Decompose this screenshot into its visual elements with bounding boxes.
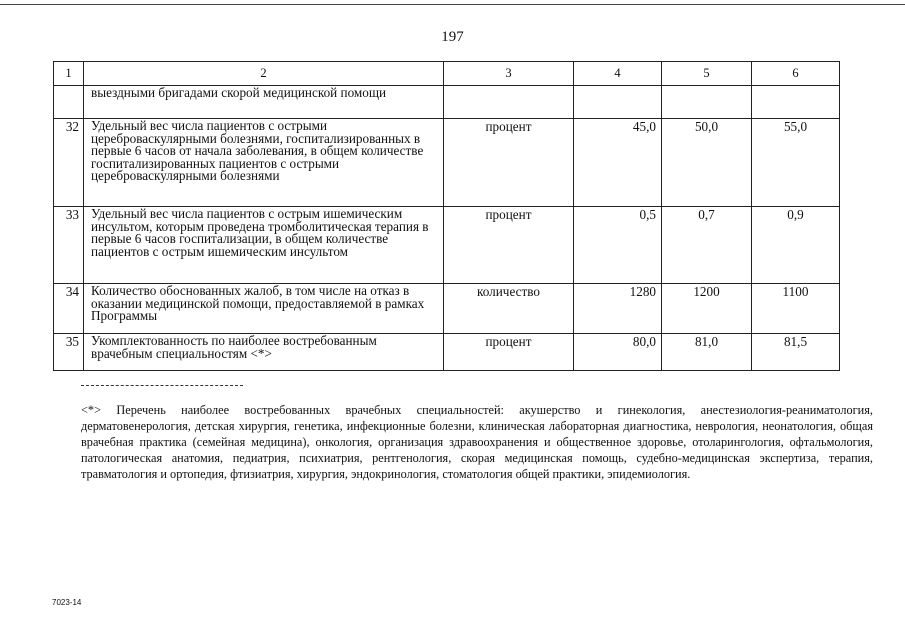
table-header-row [54,62,840,86]
header-cell: 1 [54,62,84,86]
value-col5: 50,0 [662,119,752,207]
value-col4: 45,0 [574,119,662,207]
value-col6: 55,0 [752,119,840,207]
table-row [54,207,840,284]
header-cell: 2 [84,62,444,86]
header-cell: 3 [444,62,574,86]
value-col4: 80,0 [574,334,662,371]
value-col5: 81,0 [662,334,752,371]
footnote [81,402,873,482]
unit-cell: процент [444,334,574,371]
row-number: 34 [54,284,84,334]
value-col6 [752,86,840,119]
table-row [54,86,840,119]
footnote-marker: <*> [81,403,102,417]
value-col6: 0,9 [752,207,840,284]
top-rule [0,4,905,5]
indicators-table [53,61,840,371]
indicator-name: Удельный вес числа пациентов с острыми цереброваскулярными болезнями, госпитализированных в первые 6 часов от начала заболевания, в общем количестве госпитализированных пациентов с острыми цереброваскулярными болезнями [84,119,444,207]
header-cell: 4 [574,62,662,86]
value-col6: 1100 [752,284,840,334]
header-cell: 5 [662,62,752,86]
value-col4: 0,5 [574,207,662,284]
indicator-name: Количество обоснованных жалоб, в том числе на отказ в оказании медицинской помощи, предоставляемой в рамках Программы [84,284,444,334]
footnote-text: Перечень наиболее востребованных врачебных специальностей: акушерство и гинекология, анестезиология-реаниматология, дерматовенерология, детская хирургия, генетика, инфекционные болезни, клиническая лабораторная диагностика, неврология, неонатология, общая врачебная практика (семейная медицина), онкология, организация здравоохранения и общественное здоровье, отоларингология, офтальмология, патологическая анатомия, педиатрия, психиатрия, рентгенология, скорая медицинская помощь, судебно-медицинская экспертиза, терапия, травматология и ортопедия, фтизиатрия, хирургия, эндокринология, стоматология общей практики, эпидемиология. [81,403,873,481]
unit-cell: процент [444,207,574,284]
indicator-name: выездными бригадами скорой медицинской помощи [84,86,444,119]
table-row [54,334,840,371]
indicator-name: Укомплектованность по наиболее востребованным врачебным специальностям <*> [84,334,444,371]
row-number: 33 [54,207,84,284]
unit-cell: процент [444,119,574,207]
value-col5 [662,86,752,119]
page-number: 197 [441,29,464,45]
table-row [54,119,840,207]
row-number: 32 [54,119,84,207]
header-cell: 6 [752,62,840,86]
row-number [54,86,84,119]
unit-cell [444,86,574,119]
value-col5: 0,7 [662,207,752,284]
indicator-name: Удельный вес числа пациентов с острым ишемическим инсультом, которым проведена тромболитическая терапия в первые 6 часов госпитализации, в общем количестве пациентов с острым ишемическим инсультом [84,207,444,284]
table-row [54,284,840,334]
value-col5: 1200 [662,284,752,334]
value-col4 [574,86,662,119]
value-col4: 1280 [574,284,662,334]
row-number: 35 [54,334,84,371]
unit-cell: количество [444,284,574,334]
footnote-separator [81,385,243,386]
value-col6: 81,5 [752,334,840,371]
document-code: 7023-14 [52,598,82,607]
